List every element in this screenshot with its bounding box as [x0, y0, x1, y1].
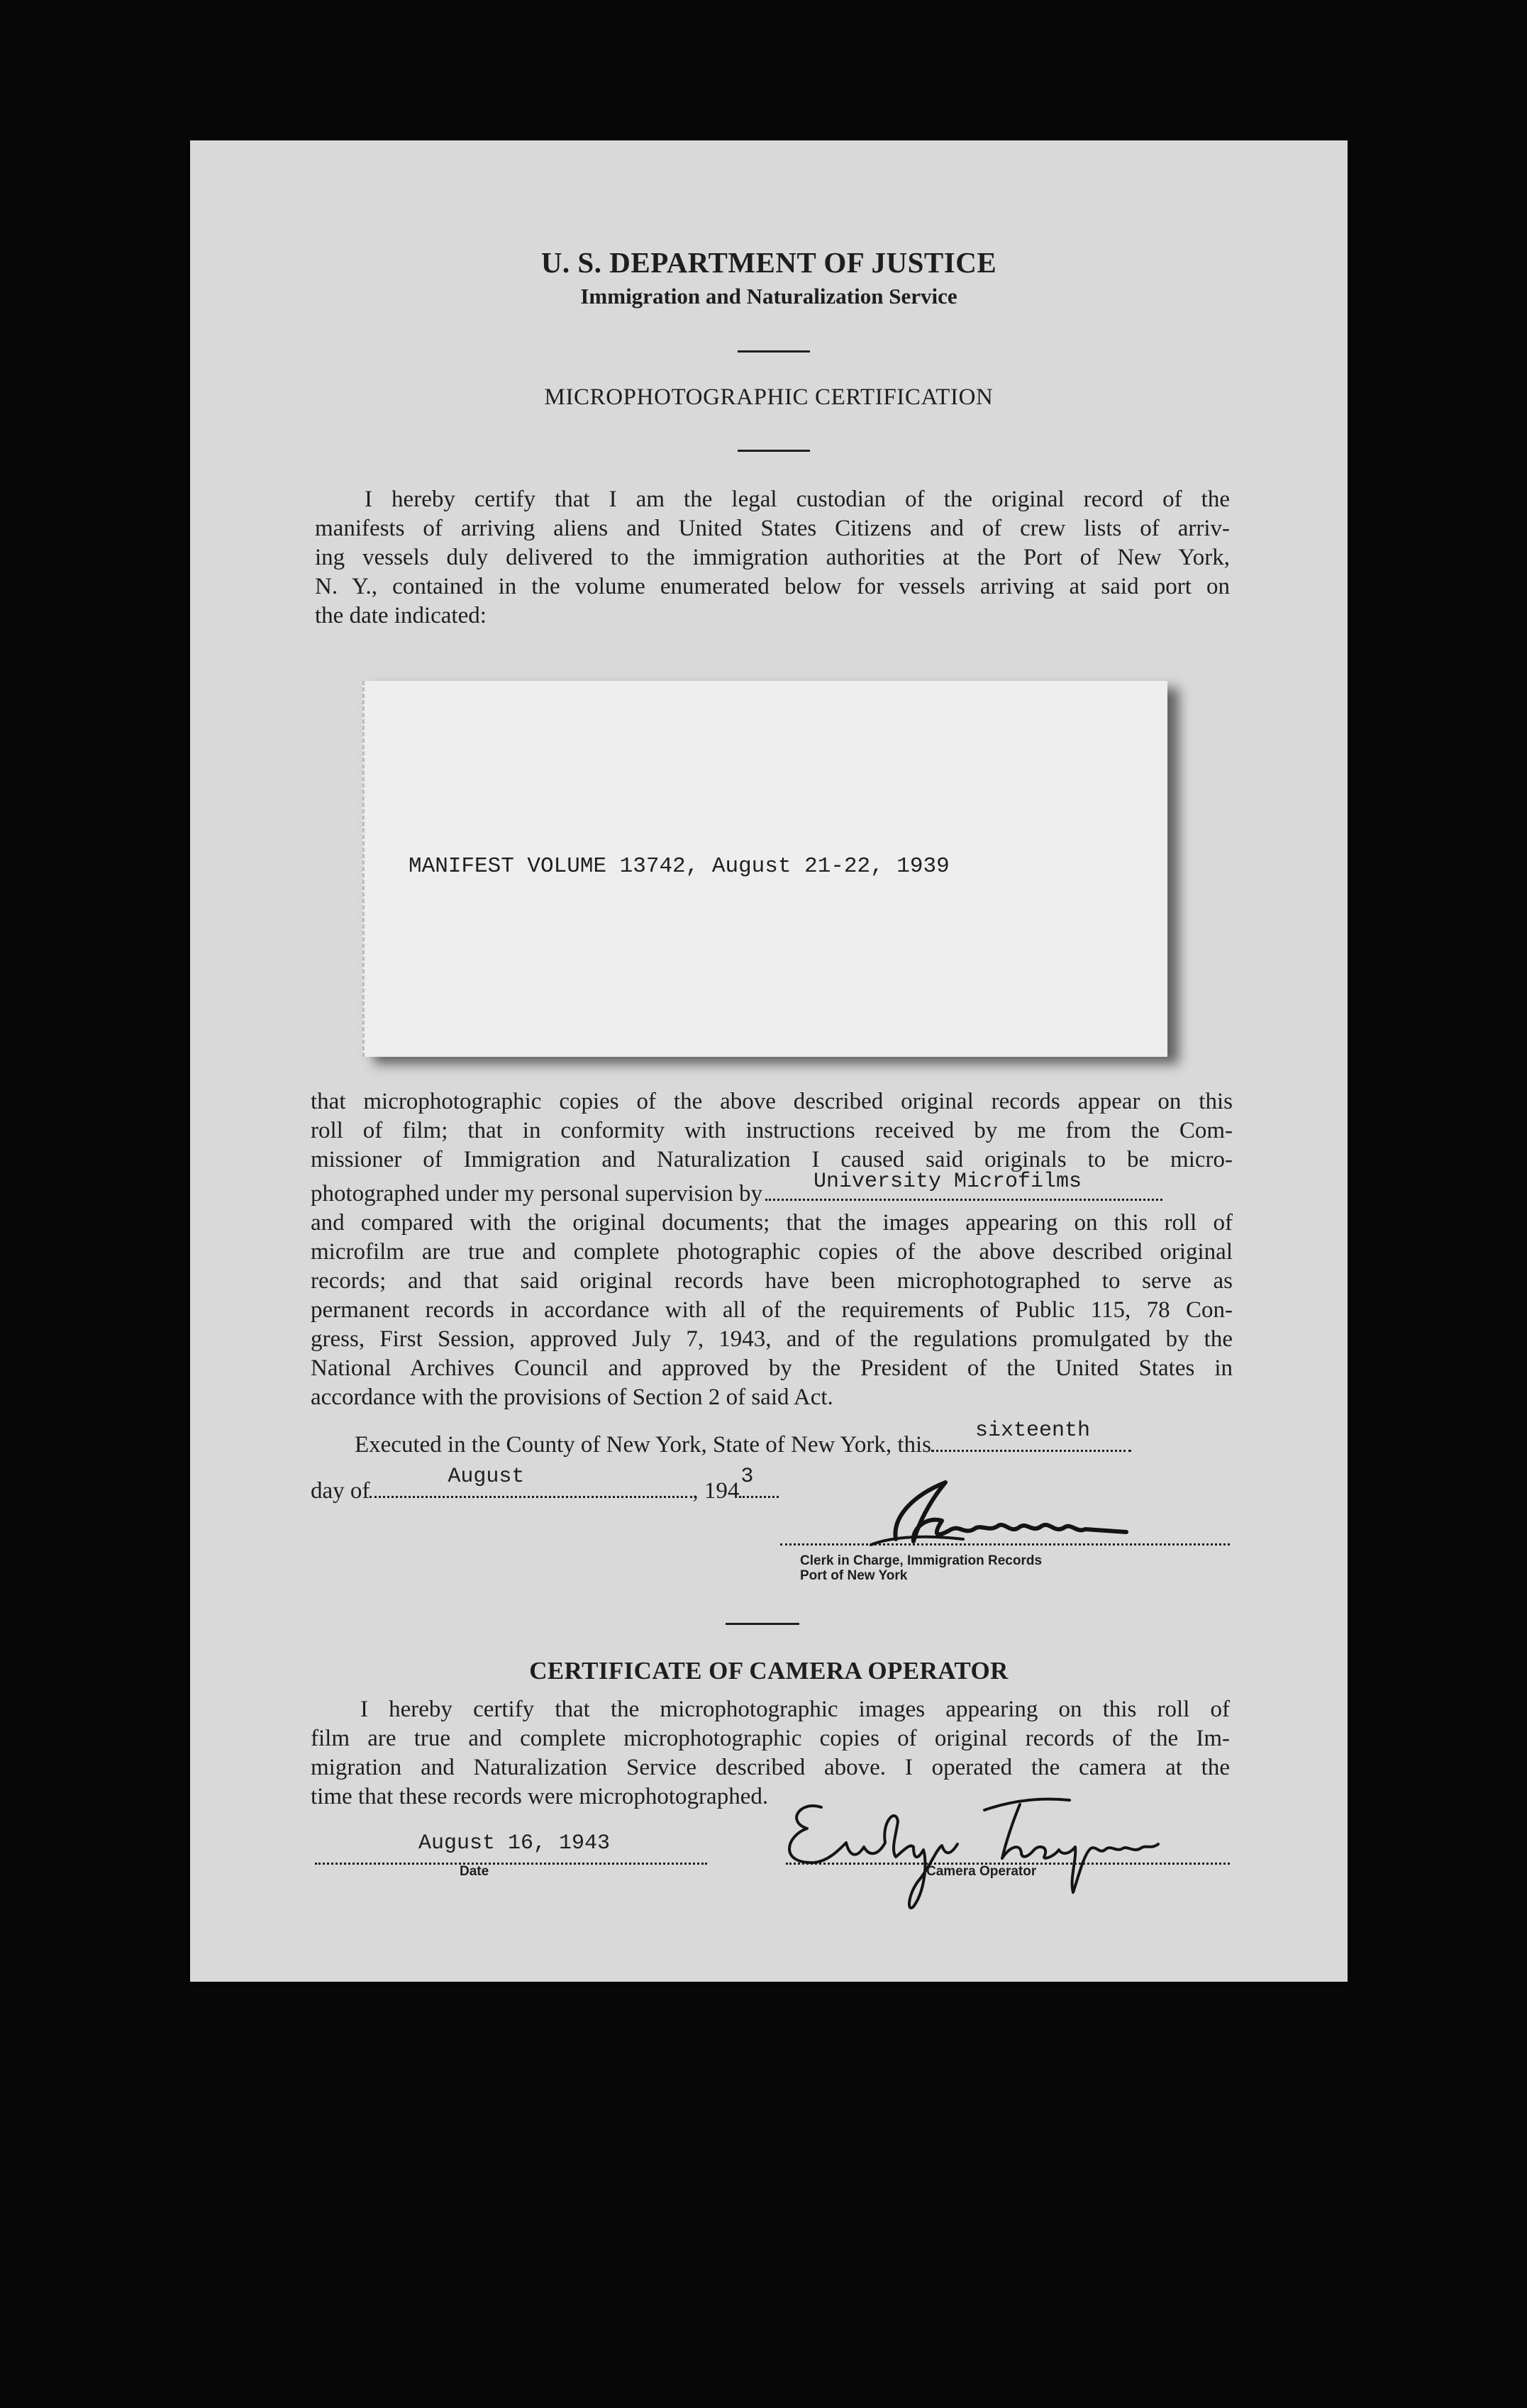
clerk-caption — [800, 1553, 1042, 1583]
body-paragraph — [311, 1087, 1233, 1412]
camera-line: migration and Naturalization Service described above. I operated the camera at the — [311, 1755, 1230, 1780]
divider — [726, 1623, 799, 1625]
body-line — [311, 1170, 1233, 1209]
operator-signature — [772, 1779, 1169, 1921]
certificate-page — [190, 140, 1348, 1982]
intro-line: ing vessels duly delivered to the immigration authorities at the Port of New York, — [315, 545, 1230, 570]
intro-line: the date indicated: — [315, 603, 487, 628]
day-of-label: day of — [311, 1478, 370, 1504]
day-value: sixteenth — [975, 1419, 1091, 1443]
day-field — [931, 1419, 1131, 1452]
certification-heading: MICROPHOTOGRAPHIC CERTIFICATION — [544, 384, 994, 410]
date-caption: Date — [460, 1864, 489, 1879]
microfilm-company-field — [765, 1170, 1162, 1201]
clerk-title: Clerk in Charge, Immigration Records — [800, 1553, 1043, 1568]
body-line: permanent records in accordance with all of the requirements of Public 115, 78 Con- — [311, 1297, 1233, 1323]
divider — [738, 450, 810, 452]
executed-prefix: Executed in the County of New York, State of New York, this — [355, 1432, 932, 1458]
body-line: accordance with the provisions of Section 2 of said Act. — [311, 1385, 833, 1410]
year-value: 3 — [740, 1465, 754, 1489]
body-line: roll of film; that in conformity with instructions received by me from the Com- — [311, 1118, 1233, 1143]
clerk-signature — [828, 1474, 1155, 1559]
date-value: August 16, 1943 — [418, 1831, 611, 1855]
body-line: and compared with the original documents; that the images appearing on this roll of — [311, 1210, 1233, 1236]
camera-line: I hereby certify that the microphotographic images appearing on this roll of — [360, 1697, 1230, 1722]
camera-line: time that these records were microphotographed. — [311, 1784, 769, 1809]
department-title: U. S. DEPARTMENT OF JUSTICE — [540, 246, 997, 279]
clerk-office: Port of New York — [800, 1568, 908, 1583]
body-line: microfilm are true and complete photographic copies of the above described original — [311, 1239, 1233, 1265]
intro-line: I hereby certify that I am the legal custodian of the original record of the — [365, 487, 1230, 512]
intro-line: N. Y., contained in the volume enumerated below for vessels arriving at said port on — [315, 574, 1230, 599]
intro-paragraph — [315, 485, 1230, 631]
manifest-volume-text: MANIFEST VOLUME 13742, August 21-22, 1939 — [409, 854, 950, 879]
intro-line: manifests of arriving aliens and United States Citizens and of crew lists of arriv- — [315, 516, 1230, 541]
executed-line — [355, 1419, 1131, 1458]
month-field — [370, 1465, 692, 1498]
body-line: missioner of Immigration and Naturalization I caused said originals to be micro- — [311, 1147, 1233, 1172]
service-subtitle: Immigration and Naturalization Service — [580, 284, 957, 309]
body-line: National Archives Council and approved by the President of the United States in — [311, 1355, 1233, 1381]
operator-caption: Camera Operator — [926, 1864, 1037, 1879]
camera-operator-heading: CERTIFICATE OF CAMERA OPERATOR — [529, 1657, 1009, 1685]
day-of-line — [311, 1465, 779, 1504]
camera-line: film are true and complete microphotographic copies of original records of the Im- — [311, 1726, 1230, 1751]
body-line: records; and that said original records have been microphotographed to serve as — [311, 1268, 1233, 1294]
year-field — [739, 1465, 779, 1498]
year-prefix: , 194 — [692, 1478, 740, 1504]
divider — [738, 350, 810, 353]
supervision-prefix: photographed under my personal supervision by — [311, 1181, 762, 1206]
manifest-label-card — [362, 681, 1167, 1057]
body-line: gress, First Session, approved July 7, 1943, and of the regulations promulgated by the — [311, 1326, 1233, 1352]
body-line: that microphotographic copies of the above described original records appear on this — [311, 1089, 1233, 1114]
month-value: August — [448, 1465, 525, 1489]
microfilm-company-value: University Microfilms — [813, 1170, 1082, 1194]
